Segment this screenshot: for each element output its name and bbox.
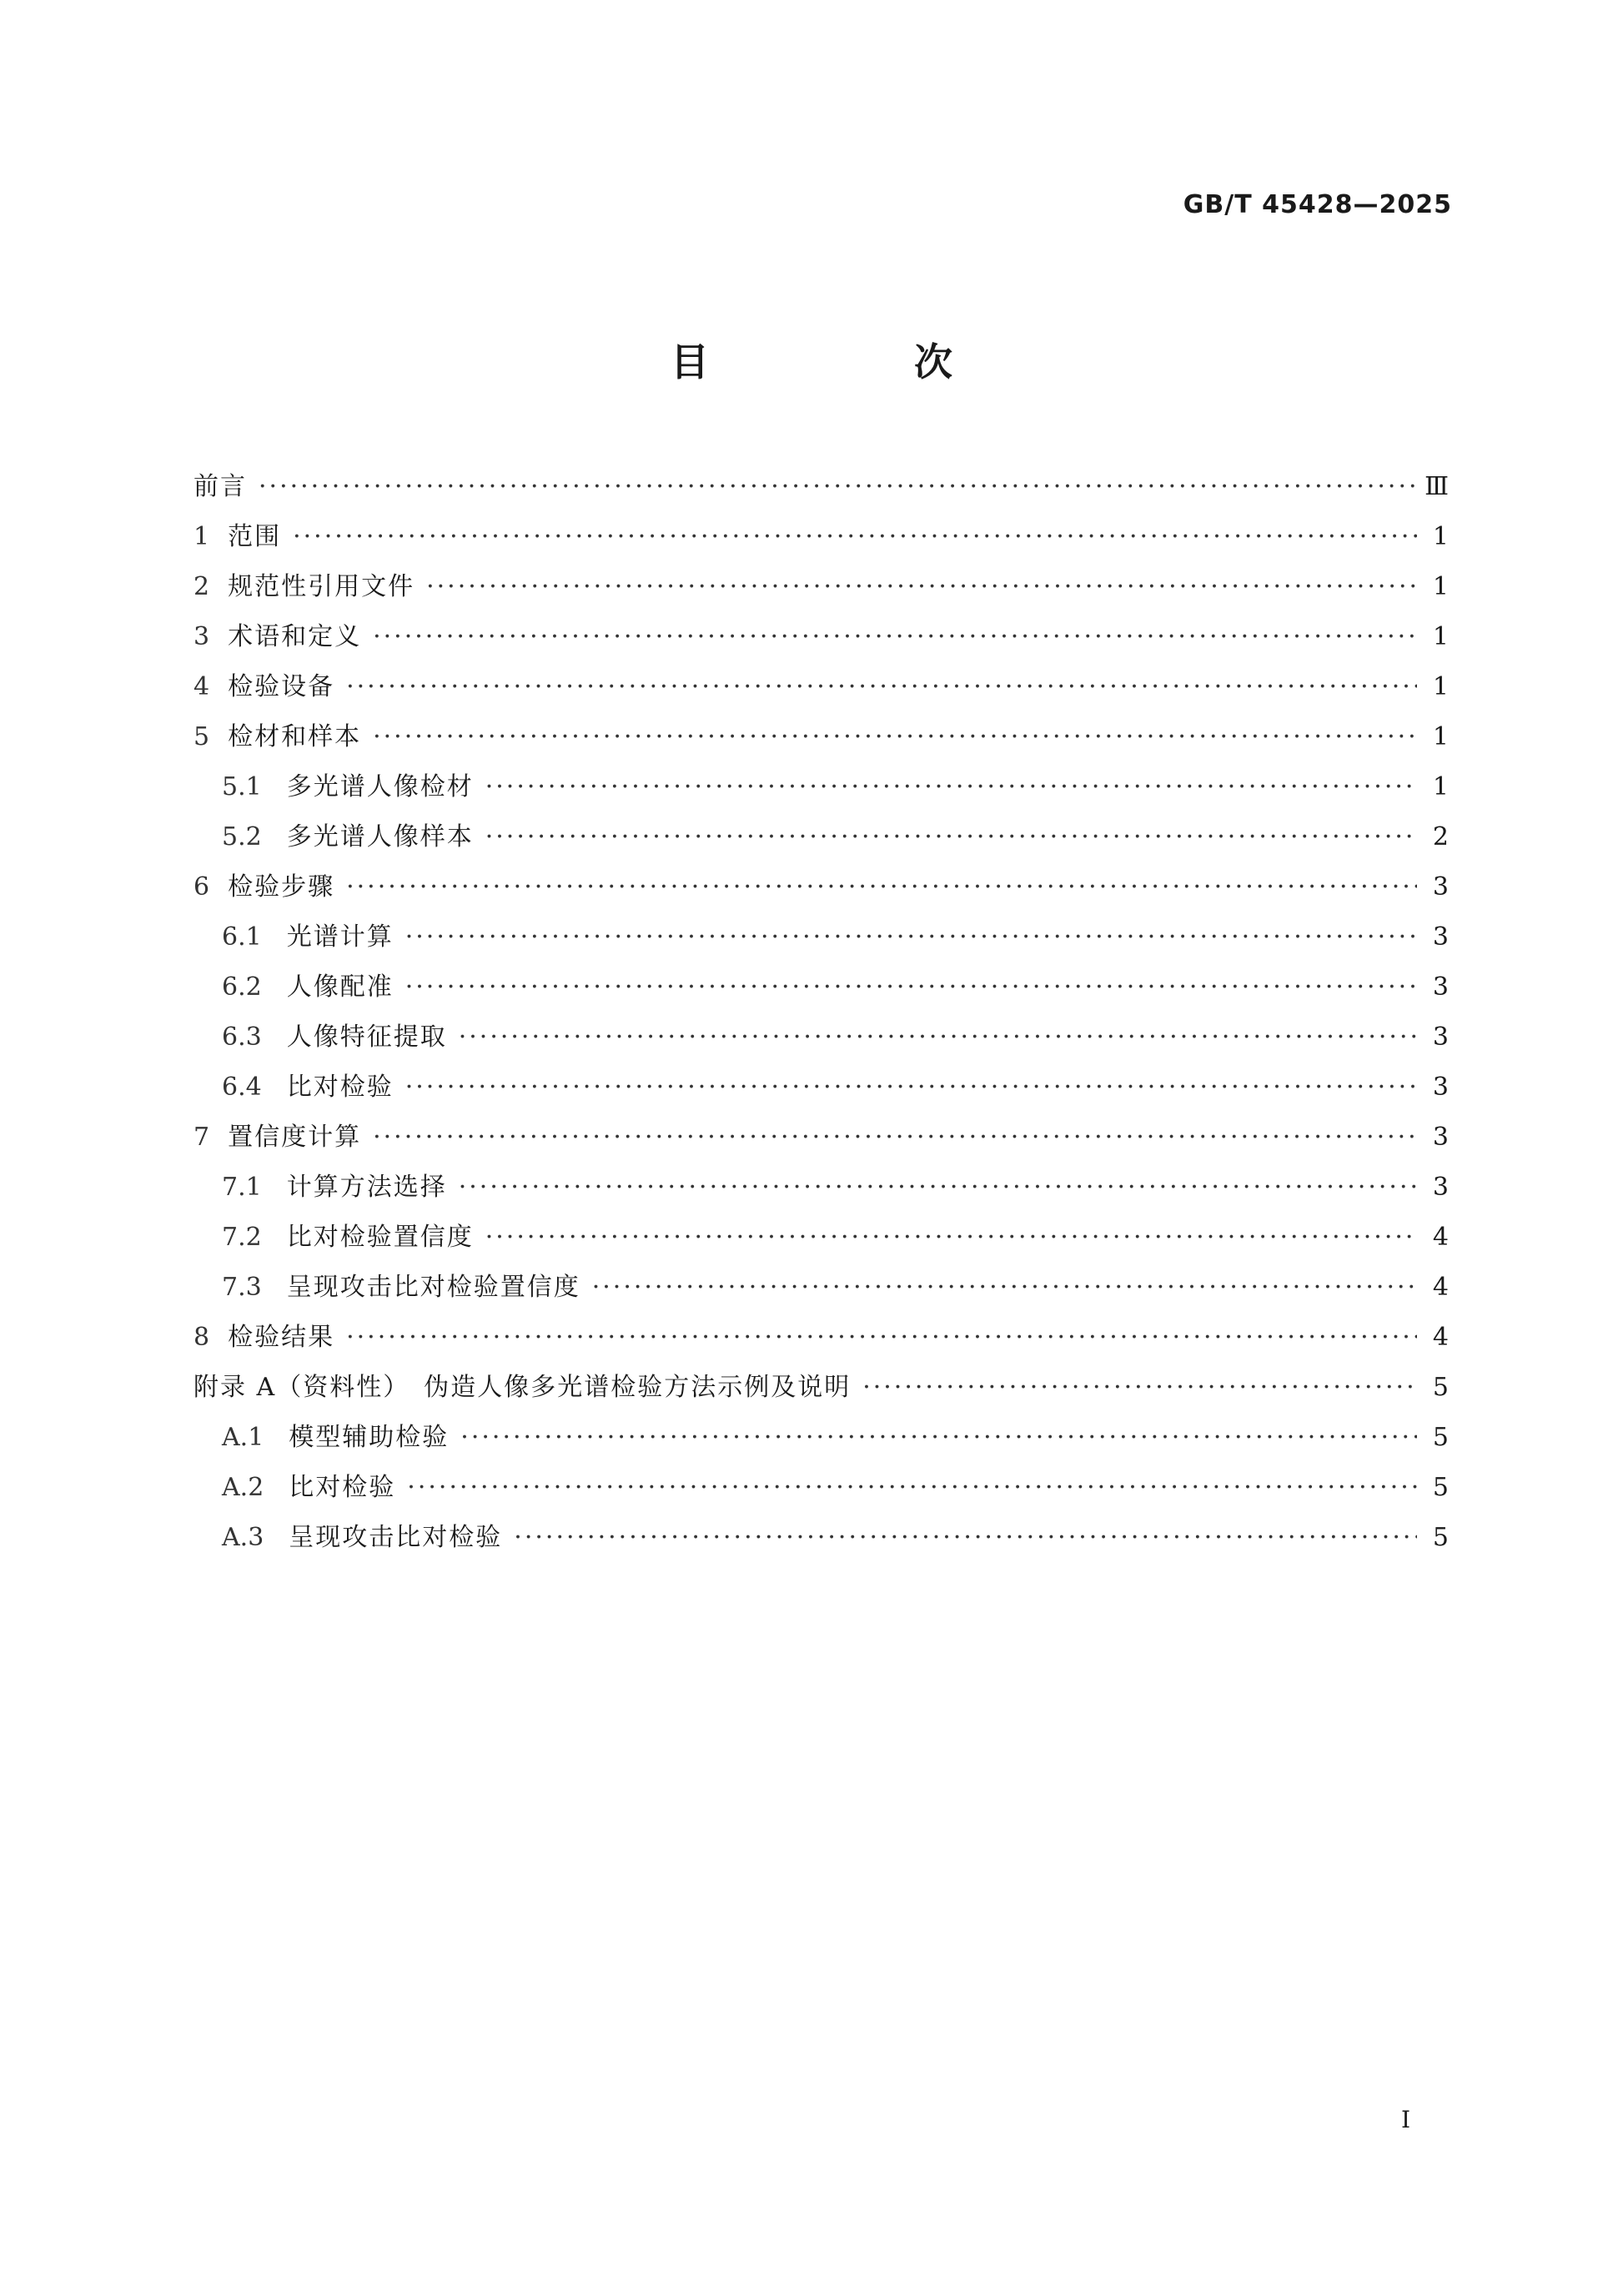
toc-entry-page: 1 bbox=[1432, 522, 1449, 551]
toc-entry-number: 5.2 bbox=[222, 822, 262, 852]
toc-entry-number: A.1 bbox=[222, 1423, 264, 1452]
toc-dot-leader bbox=[293, 512, 1417, 562]
toc-entry-number: 7.1 bbox=[222, 1173, 262, 1202]
toc-entry-page: 1 bbox=[1432, 672, 1449, 701]
toc-dot-leader bbox=[346, 662, 1417, 712]
toc-entry-page: 4 bbox=[1432, 1273, 1449, 1302]
toc-entry-title: 术语和定义 bbox=[228, 622, 362, 651]
toc-entry-title: 规范性引用文件 bbox=[228, 572, 415, 601]
toc-entry-title: 比对检验 bbox=[289, 1473, 396, 1502]
toc-entry[interactable] bbox=[193, 1463, 1449, 1513]
toc-entry-title: 呈现攻击比对检验 bbox=[289, 1523, 503, 1552]
toc-entry-title: 人像特征提取 bbox=[286, 1022, 447, 1052]
toc-dot-leader bbox=[514, 1513, 1417, 1563]
toc-entry-number: 1 bbox=[193, 522, 210, 551]
toc-dot-leader bbox=[485, 1213, 1417, 1263]
toc-entry-title: 检验设备 bbox=[228, 672, 335, 701]
toc-entry[interactable] bbox=[193, 1012, 1449, 1063]
toc-entry-page: 1 bbox=[1432, 622, 1449, 651]
toc-entry-number: 5 bbox=[193, 722, 210, 751]
toc-dot-leader bbox=[592, 1263, 1417, 1313]
toc-dot-leader bbox=[405, 1063, 1417, 1113]
toc-entry-title: 比对检验 bbox=[286, 1073, 394, 1102]
toc-dot-leader bbox=[407, 1463, 1417, 1513]
toc-dot-leader bbox=[405, 912, 1417, 962]
toc-entry-page: 4 bbox=[1432, 1323, 1449, 1352]
toc-entry[interactable] bbox=[193, 762, 1449, 812]
toc-entry-page: 5 bbox=[1432, 1423, 1449, 1452]
toc-entry-number: 6.2 bbox=[222, 972, 262, 1002]
toc-entry[interactable] bbox=[193, 1063, 1449, 1113]
toc-entry-number: 7.3 bbox=[222, 1273, 262, 1302]
toc-entry-number: A.3 bbox=[222, 1523, 264, 1552]
page-title: 目 次 bbox=[671, 339, 1036, 384]
toc-dot-leader bbox=[373, 712, 1417, 762]
toc-entry-number: A.2 bbox=[222, 1473, 264, 1502]
toc-entry-page: 1 bbox=[1432, 572, 1449, 601]
toc-dot-leader bbox=[460, 1413, 1417, 1463]
toc-entry-title: 多光谱人像样本 bbox=[286, 822, 474, 852]
toc-entry-page: 3 bbox=[1432, 1123, 1449, 1152]
toc-entry[interactable] bbox=[193, 862, 1449, 912]
toc-entry[interactable] bbox=[193, 512, 1449, 562]
toc-entry-page: 3 bbox=[1432, 1173, 1449, 1202]
toc-entry-page: 5 bbox=[1432, 1473, 1449, 1502]
toc-entry-page: Ⅲ bbox=[1425, 472, 1449, 501]
toc-entry[interactable] bbox=[193, 562, 1449, 612]
toc-entry-number: 6 bbox=[193, 872, 210, 902]
toc-entry-page: 2 bbox=[1432, 822, 1449, 852]
table-of-contents bbox=[193, 462, 1449, 1563]
toc-entry-title: 检材和样本 bbox=[228, 722, 362, 751]
toc-entry-title: 附录 A（资料性） 伪造人像多光谱检验方法示例及说明 bbox=[193, 1373, 852, 1402]
toc-entry-number: 7.2 bbox=[222, 1223, 262, 1252]
toc-dot-leader bbox=[459, 1012, 1417, 1063]
toc-entry-title: 检验步骤 bbox=[228, 872, 335, 902]
toc-entry-page: 1 bbox=[1432, 722, 1449, 751]
toc-dot-leader bbox=[485, 762, 1417, 812]
toc-entry[interactable] bbox=[193, 1213, 1449, 1263]
toc-entry-title: 人像配准 bbox=[286, 972, 394, 1002]
toc-entry[interactable] bbox=[193, 712, 1449, 762]
toc-dot-leader bbox=[259, 462, 1416, 512]
toc-dot-leader bbox=[405, 962, 1417, 1012]
page-number: I bbox=[1400, 2106, 1410, 2133]
toc-entry-number: 4 bbox=[193, 672, 210, 701]
toc-entry-page: 3 bbox=[1432, 922, 1449, 952]
toc-entry-number: 3 bbox=[193, 622, 210, 651]
toc-entry-page: 5 bbox=[1432, 1523, 1449, 1552]
toc-dot-leader bbox=[485, 812, 1417, 862]
toc-entry-number: 2 bbox=[193, 572, 210, 601]
toc-entry[interactable] bbox=[193, 1313, 1449, 1363]
toc-dot-leader bbox=[459, 1163, 1417, 1213]
toc-entry-number: 8 bbox=[193, 1323, 210, 1352]
toc-entry[interactable] bbox=[193, 462, 1449, 512]
toc-entry-number: 6.3 bbox=[222, 1022, 262, 1052]
toc-entry[interactable] bbox=[193, 1413, 1449, 1463]
toc-entry-title: 检验结果 bbox=[228, 1323, 335, 1352]
toc-entry[interactable] bbox=[193, 812, 1449, 862]
toc-entry-page: 1 bbox=[1432, 772, 1449, 801]
toc-entry-title: 光谱计算 bbox=[286, 922, 394, 952]
toc-dot-leader bbox=[346, 862, 1417, 912]
toc-entry-title: 模型辅助检验 bbox=[289, 1423, 450, 1452]
toc-entry[interactable] bbox=[193, 912, 1449, 962]
toc-entry-title: 前言 bbox=[193, 472, 247, 501]
toc-entry-number: 6.1 bbox=[222, 922, 262, 952]
toc-entry-page: 3 bbox=[1432, 1073, 1449, 1102]
toc-entry-page: 5 bbox=[1432, 1373, 1449, 1402]
toc-entry-page: 3 bbox=[1432, 972, 1449, 1002]
standard-code: GB/T 45428—2025 bbox=[1183, 190, 1452, 219]
toc-entry-title: 多光谱人像检材 bbox=[286, 772, 474, 801]
toc-dot-leader bbox=[346, 1313, 1417, 1363]
toc-dot-leader bbox=[862, 1363, 1417, 1413]
toc-entry[interactable] bbox=[193, 612, 1449, 662]
toc-dot-leader bbox=[373, 612, 1417, 662]
toc-entry-number: 7 bbox=[193, 1123, 210, 1152]
toc-entry[interactable] bbox=[193, 1163, 1449, 1213]
toc-entry[interactable] bbox=[193, 1263, 1449, 1313]
toc-entry[interactable] bbox=[193, 1113, 1449, 1163]
toc-entry-title: 范围 bbox=[228, 522, 282, 551]
toc-entry-number: 5.1 bbox=[222, 772, 262, 801]
toc-entry-title: 置信度计算 bbox=[228, 1123, 362, 1152]
toc-entry-title: 比对检验置信度 bbox=[286, 1223, 474, 1252]
toc-entry-title: 呈现攻击比对检验置信度 bbox=[286, 1273, 580, 1302]
toc-entry-page: 3 bbox=[1432, 1022, 1449, 1052]
toc-entry-title: 计算方法选择 bbox=[286, 1173, 447, 1202]
toc-entry[interactable] bbox=[193, 1363, 1449, 1413]
toc-entry-page: 3 bbox=[1432, 872, 1449, 902]
toc-dot-leader bbox=[373, 1113, 1417, 1163]
toc-entry-page: 4 bbox=[1432, 1223, 1449, 1252]
toc-entry-number: 6.4 bbox=[222, 1073, 262, 1102]
toc-dot-leader bbox=[426, 562, 1417, 612]
toc-entry[interactable] bbox=[193, 662, 1449, 712]
toc-entry[interactable] bbox=[193, 1513, 1449, 1563]
toc-entry[interactable] bbox=[193, 962, 1449, 1012]
